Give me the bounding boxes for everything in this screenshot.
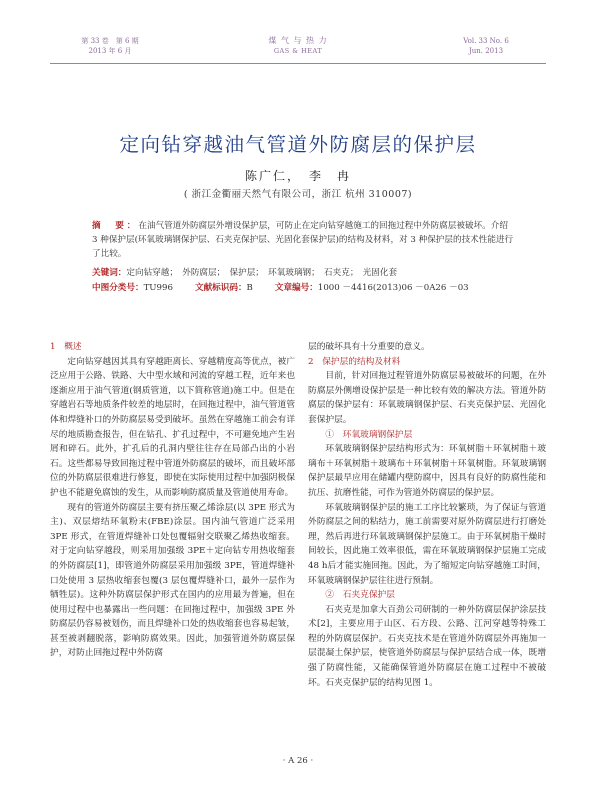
- abstract: [92, 219, 516, 261]
- subsection-2-heading: ② 石夹克保护层: [325, 590, 395, 601]
- keywords-label: 关键词：: [92, 268, 127, 278]
- subsection-1-heading: ① 环氧玻璃钢保护层: [325, 429, 413, 440]
- doc-code-value: B: [246, 283, 253, 293]
- section-1-paragraph-1: 定向钻穿越因其具有穿越距离长、穿越精度高等优点，被广泛应用于公路、铁路、大中型水域和河流的穿越工程，近年来也逐渐应用于油气管道(钢质管道，以下简称管道)施工中。但是在穿越岩石等地质条件较差的地层时，在回拖过程中，油气管道管体和焊缝补口的外防腐层易受到破坏。虽然在穿越施工前会有详尽的地质勘查报告，但在钻孔、扩孔过程中，不可避免地产生岩屑和碎石。此外，扩孔后的孔洞内壁往往存在局部凸出的小岩石。这些都易导致回拖过程中管道外防腐层的破坏，而且破坏部位的外防腐层很难进行修复，即使在实际使用过程中加强阴极保护也不能避免腐蚀的发生，从而影响防腐质量及管道使用寿命。: [50, 356, 295, 498]
- article-title: 定向钻穿越油气管道外防腐层的保护层: [119, 133, 477, 156]
- volume-issue-text: 第 33 卷 第 6 期: [81, 37, 139, 45]
- subsection-2-paragraph-1: 石夹克是加拿大百劲公司研制的一种外防腐层保护涂层技术[2]，主要应用于山区、石方段、公路、江河穿越等特殊工程的外防腐层保护。石夹克技术是在管道外防腐层外再施加一层混凝土保护层，使管道外防腐层与保护层结合成一体，既增强了防腐性能，又能确保管道外防腐层在施工过程中不被破坏。石夹克保护层的结构见图 1。: [308, 604, 546, 688]
- subsection-1-paragraph-2: 环氧玻璃钢保护层的施工工序比较繁琐，为了保证与管道外防腐层之间的粘结力，施工前需要对原外防腐层进行打磨处理，然后再进行环氧玻璃钢保护层施工。由于环氧树脂干燥时间较长，因此施工效率很低，需在环氧玻璃钢保护层施工完成 48 h后才能实施回拖。因此，为了缩短定向钻穿越施工时间，环氧玻璃钢保护层往往进行预制。: [308, 502, 546, 586]
- journal-name: [200, 36, 396, 56]
- body-column-left: [50, 340, 295, 661]
- journal-volume-issue: [50, 36, 170, 56]
- subsection-1-paragraph-1: 环氧玻璃钢保护层结构形式为：环氧树脂＋环氧树脂＋玻璃布＋环氧树脂＋玻璃布＋环氧树脂＋环氧树脂。环氧玻璃钢保护层最早应用在储罐内壁防腐中，因具有良好的防腐性能和抗压、抗磨性能，可作为管道外防腐层的保护层。: [308, 444, 546, 498]
- body-column-right: [308, 340, 546, 690]
- section-1-heading: 1 概述: [50, 342, 82, 352]
- abstract-text: 在油气管道外防腐层外增设保护层，可防止在定向钻穿越施工的回拖过程中外防腐层被破坏。介绍 3 种保护层(环氧玻璃钢保护层、石夹克保护层、光固化套保护层)的结构及材料，对 3 种保护层的技术性能进行了比较。: [92, 221, 514, 259]
- journal-volume-issue-en: [426, 36, 546, 56]
- author-affiliation: ( 浙江金衢丽天然气有限公司，浙江 杭州 310007): [183, 189, 413, 200]
- section-1-continued: 层的破坏具有十分重要的意义。: [308, 342, 430, 352]
- clc-label: 中图分类号：: [92, 283, 144, 293]
- article-authors: 陈广仁， 李 冉: [244, 169, 351, 183]
- header-divider: [50, 63, 546, 64]
- keywords: [92, 266, 536, 278]
- page-number: · A 26 ·: [282, 756, 314, 766]
- doc-code-label: 文献标识码：: [194, 283, 247, 293]
- volume-issue-en-text: Vol. 33 No. 6: [463, 37, 509, 45]
- classification-line: [92, 281, 536, 293]
- section-1-paragraph-2: 现有的管道外防腐层主要有挤压聚乙烯涂层(以 3PE 形式为主)、双层熔结环氧粉末(FBE)涂层。国内油气管道广泛采用 3PE 形式，在管道焊缝补口处包覆辐射交联聚乙烯热收缩套。对于定向钻穿越段，则采用加强级 3PE＋定向钻专用热收缩套的外防腐层[1]，即管道外防腐层采用加强级 3PE，管道焊缝补口处使用 3 层热收缩套包覆(3 层包覆焊缝补口，最外一层作为牺牲层)。这种外防腐层保护形式在国内的应用最为普遍，但在使用过程中也暴露出一些问题：在回拖过程中，加强级 3PE 外防腐层仍容易被划伤，而且焊缝补口处的热收缩套也容易起皱，甚至被剥翻脱落，影响防腐效果。因此，加强管道外防腐层保护，对防止回拖过程中外防腐: [50, 502, 295, 659]
- section-2-paragraph-1: 目前，针对回拖过程管道外防腐层易被破坏的问题，在外防腐层外侧增设保护层是一种比较有效的解决方法。管道外防腐层的保护层有：环氧玻璃钢保护层、石夹克保护层、光固化套保护层。: [308, 371, 546, 425]
- issue-date-text: 2013 年 6 月: [88, 47, 132, 55]
- abstract-label: 摘 要：: [92, 221, 139, 231]
- journal-name-cn: 煤 气 与 热 力: [268, 36, 328, 45]
- article-number-value: 1000 －4416(2013)06 －0A26 －03: [317, 283, 469, 293]
- clc-value: TU996: [143, 283, 173, 293]
- issue-date-en-text: Jun. 2013: [468, 47, 504, 55]
- article-number-label: 文章编号：: [274, 283, 318, 293]
- section-2-heading: 2 保护层的结构及材料: [308, 356, 401, 367]
- keywords-text: 定向钻穿越； 外防腐层； 保护层； 环氧玻璃钢； 石夹克； 光固化套: [126, 268, 398, 278]
- journal-name-en: GAS & HEAT: [273, 47, 323, 55]
